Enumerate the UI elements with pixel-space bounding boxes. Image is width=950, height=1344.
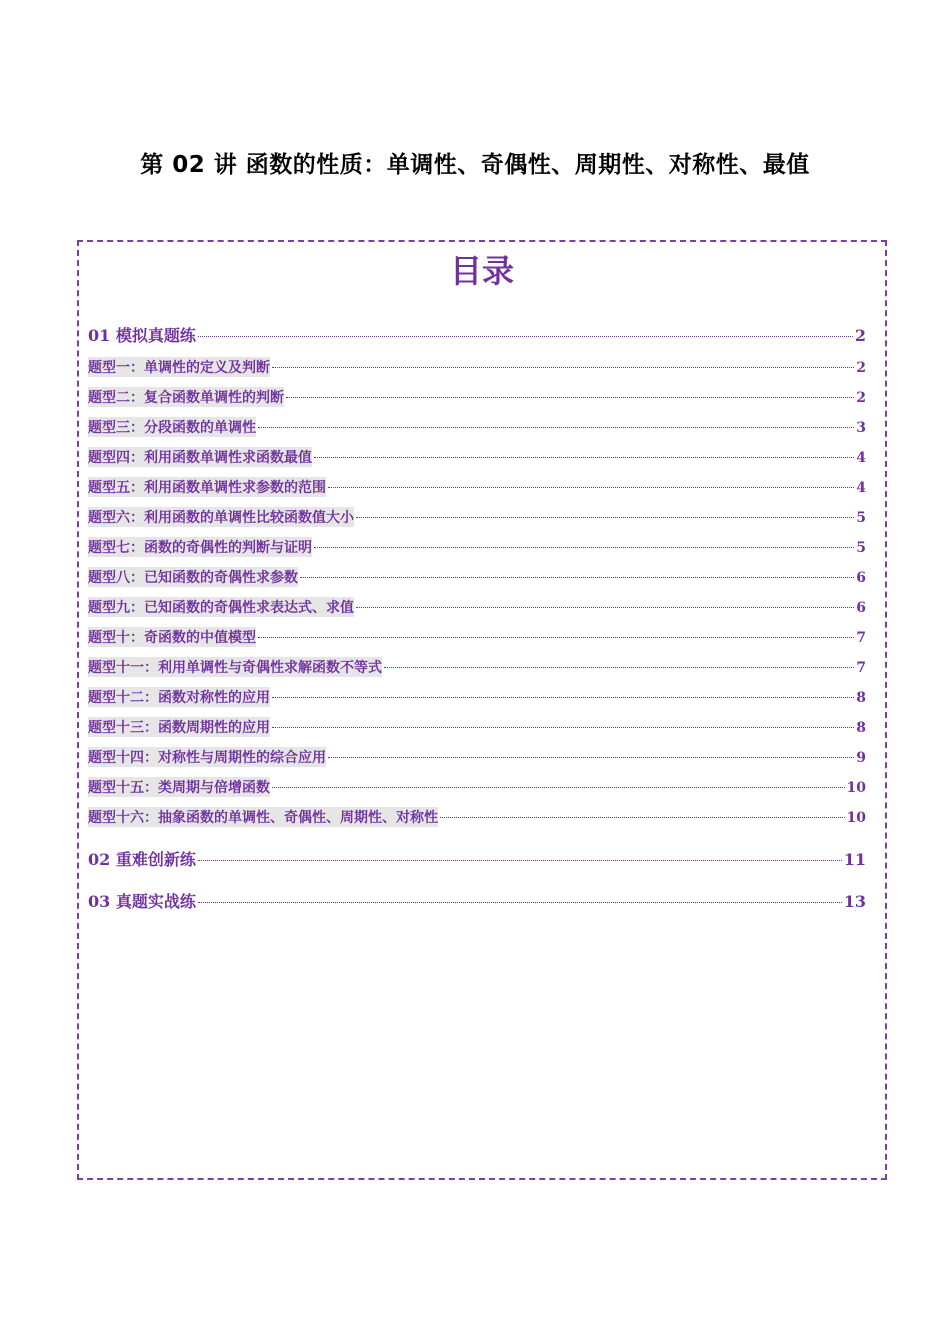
toc-leader — [198, 336, 853, 337]
toc-entry-page: 6 — [856, 570, 866, 586]
toc-entry[interactable] — [88, 537, 866, 557]
toc-entry[interactable] — [88, 417, 866, 437]
toc-entry-page: 7 — [856, 630, 866, 646]
toc-entry-page: 2 — [856, 360, 866, 376]
toc-entry-page: 9 — [856, 750, 866, 766]
toc-entry-label: 题型六：利用函数的单调性比较函数值大小 — [88, 507, 354, 527]
toc-entry-page: 8 — [856, 720, 866, 736]
toc-entry[interactable] — [88, 777, 866, 797]
toc-entry-label: 题型七：函数的奇偶性的判断与证明 — [88, 537, 312, 557]
toc-entry-page: 11 — [843, 850, 866, 869]
toc-entry-label: 题型四：利用函数单调性求函数最值 — [88, 447, 312, 467]
toc-entry-page: 4 — [856, 480, 866, 496]
toc-entry-page: 10 — [846, 810, 866, 826]
toc-entry[interactable] — [88, 717, 866, 737]
toc-entry-page: 5 — [856, 510, 866, 526]
toc-leader — [272, 787, 845, 788]
toc-leader — [300, 577, 854, 578]
toc-entry[interactable] — [88, 357, 866, 377]
toc-entry-label: 题型三：分段函数的单调性 — [88, 417, 256, 437]
toc-leader — [356, 607, 854, 608]
toc-entry-label: 题型十六：抽象函数的单调性、奇偶性、周期性、对称性 — [88, 807, 438, 827]
toc-entry-label: 题型十：奇函数的中值模型 — [88, 627, 256, 647]
toc-leader — [314, 547, 854, 548]
document-title: 第 02 讲 函数的性质：单调性、奇偶性、周期性、对称性、最值 — [140, 152, 810, 178]
toc-entry-section-03[interactable] — [88, 889, 866, 912]
toc-leader — [272, 727, 854, 728]
toc-entry-page: 3 — [856, 420, 866, 436]
toc-entry[interactable] — [88, 567, 866, 587]
toc-entry-label: 题型十四：对称性与周期性的综合应用 — [88, 747, 326, 767]
toc-entry[interactable] — [88, 507, 866, 527]
toc-entry-label: 02 重难创新练 — [88, 850, 196, 869]
toc-entry-page: 2 — [854, 326, 866, 345]
toc-leader — [384, 667, 854, 668]
toc-entry-label: 01 模拟真题练 — [88, 326, 196, 345]
toc-entry[interactable] — [88, 387, 866, 407]
toc-entry-section-01[interactable] — [88, 323, 866, 346]
toc-leader — [356, 517, 854, 518]
toc-entry-page: 5 — [856, 540, 866, 556]
toc-leader — [286, 397, 854, 398]
toc-entry[interactable] — [88, 597, 866, 617]
toc-leader — [272, 367, 854, 368]
table-of-contents — [77, 240, 887, 1180]
toc-entry[interactable] — [88, 807, 866, 827]
toc-entry-label: 题型五：利用函数单调性求参数的范围 — [88, 477, 326, 497]
toc-entry-label: 03 真题实战练 — [88, 892, 196, 911]
toc-entry-label: 题型二：复合函数单调性的判断 — [88, 387, 284, 407]
toc-entry-label: 题型十三：函数周期性的应用 — [88, 717, 270, 737]
toc-entry-page: 6 — [856, 600, 866, 616]
toc-entry-label: 题型十一：利用单调性与奇偶性求解函数不等式 — [88, 657, 382, 677]
toc-entry-label: 题型十二：函数对称性的应用 — [88, 687, 270, 707]
toc-entry-page: 7 — [856, 660, 866, 676]
toc-leader — [328, 487, 854, 488]
toc-entry-label: 题型十五：类周期与倍增函数 — [88, 777, 270, 797]
toc-leader — [440, 817, 845, 818]
toc-leader — [198, 860, 842, 861]
toc-leader — [314, 457, 854, 458]
toc-entry[interactable] — [88, 477, 866, 497]
toc-entry-page: 4 — [856, 450, 866, 466]
toc-entry-page: 10 — [846, 780, 866, 796]
toc-leader — [272, 697, 854, 698]
toc-leader — [198, 902, 842, 903]
toc-entry[interactable] — [88, 657, 866, 677]
toc-leader — [258, 427, 854, 428]
toc-entry-page: 8 — [856, 690, 866, 706]
toc-entry[interactable] — [88, 687, 866, 707]
toc-heading: 目录 — [449, 252, 514, 290]
toc-entry-label: 题型九：已知函数的奇偶性求表达式、求值 — [88, 597, 354, 617]
toc-leader — [328, 757, 854, 758]
toc-entry[interactable] — [88, 747, 866, 767]
toc-entry-label: 题型八：已知函数的奇偶性求参数 — [88, 567, 298, 587]
toc-entry-page: 2 — [856, 390, 866, 406]
toc-entry-page: 13 — [843, 892, 866, 911]
toc-entry[interactable] — [88, 447, 866, 467]
toc-entry[interactable] — [88, 627, 866, 647]
toc-entry-label: 题型一：单调性的定义及判断 — [88, 357, 270, 377]
toc-entry-section-02[interactable] — [88, 847, 866, 870]
toc-leader — [258, 637, 854, 638]
